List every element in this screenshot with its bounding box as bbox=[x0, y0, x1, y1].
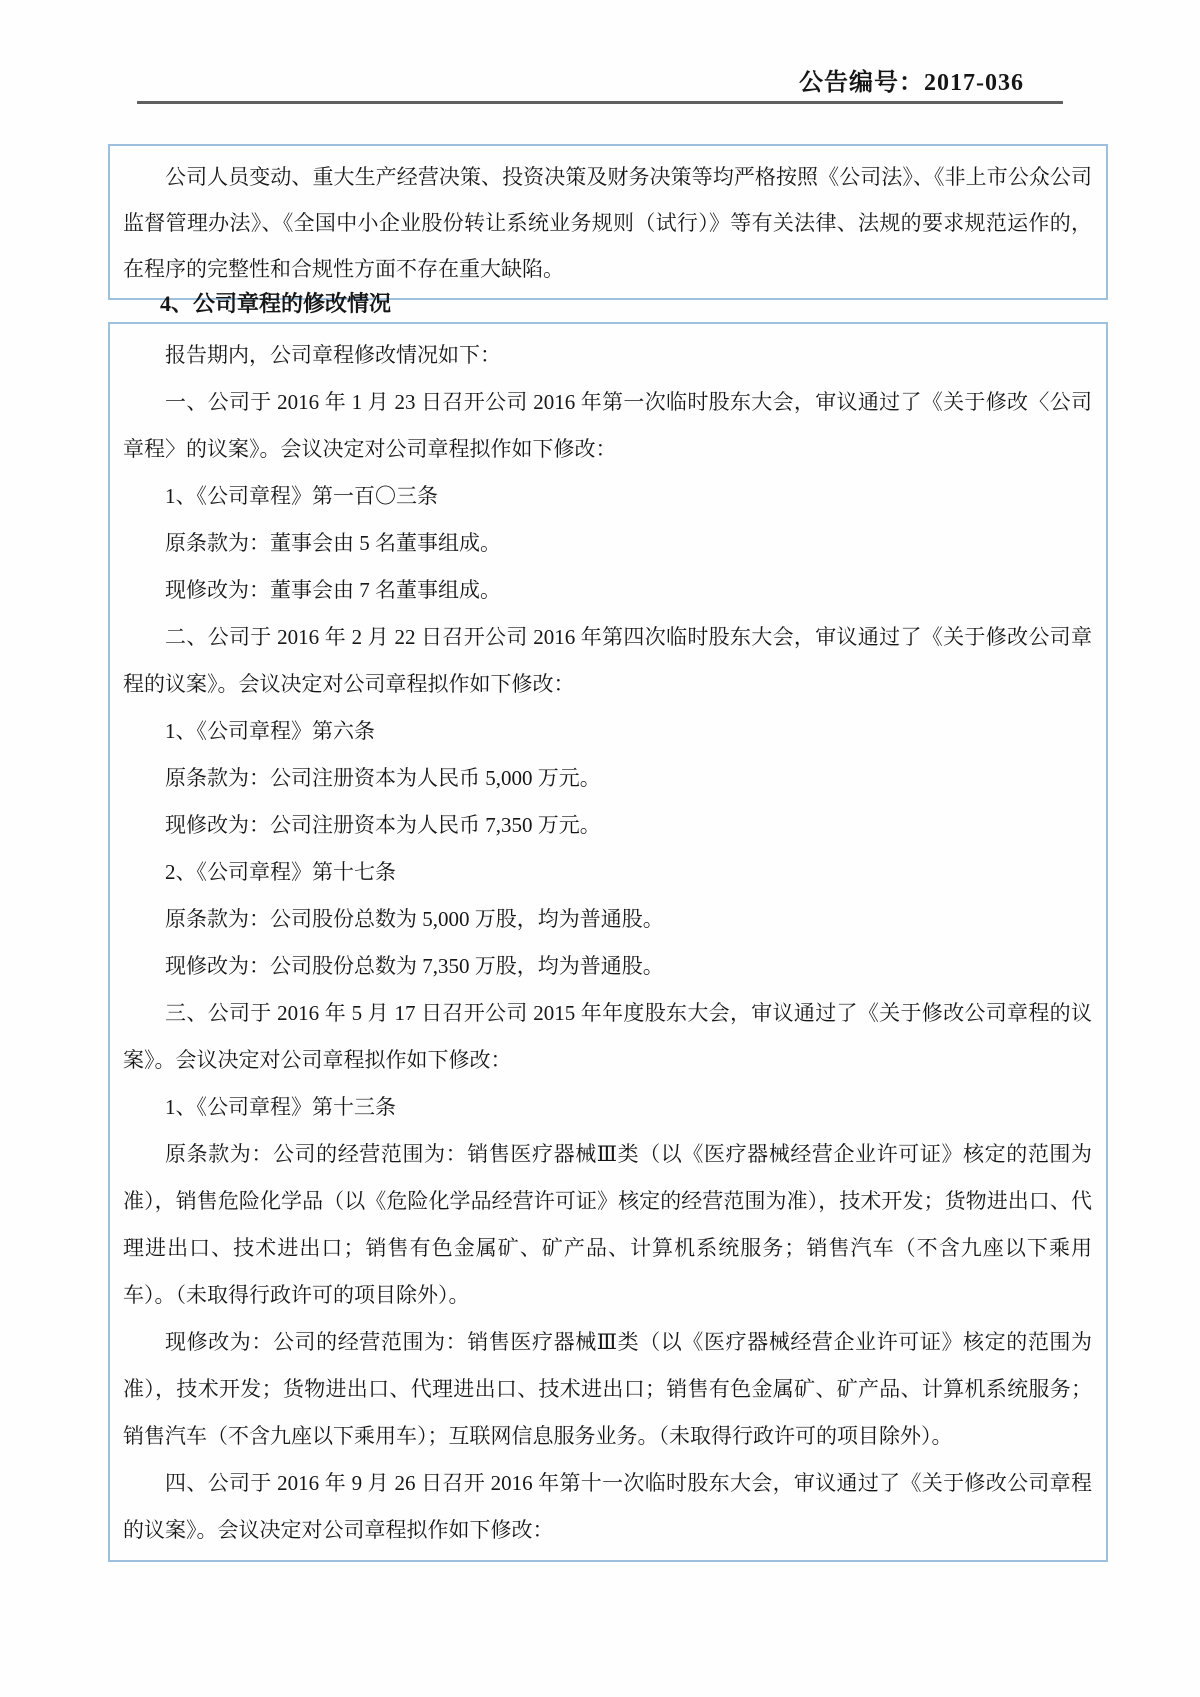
compliance-statement-box bbox=[108, 144, 1108, 300]
paragraph: 1、《公司章程》第一百〇三条 bbox=[165, 484, 438, 508]
announcement-number: 公告编号：2017-036 bbox=[799, 70, 1024, 96]
paragraph: 三、公司于 2016 年 5 月 17 日召开公司 2015 年年度股东大会，审议通过了《关于修改公司章程的议案》。会议决定对公司章程拟作如下修改： bbox=[123, 1001, 1092, 1072]
paragraph: 四、公司于 2016 年 9 月 26 日召开 2016 年第十一次临时股东大会，审议通过了《关于修改公司章程的议案》。会议决定对公司章程拟作如下修改： bbox=[123, 1471, 1092, 1542]
paragraph: 现修改为：公司注册资本为人民币 7,350 万元。 bbox=[165, 813, 601, 837]
paragraph: 1、《公司章程》第十三条 bbox=[165, 1095, 396, 1119]
paragraph: 原条款为：公司注册资本为人民币 5,000 万元。 bbox=[165, 766, 601, 790]
paragraph: 现修改为：公司的经营范围为：销售医疗器械Ⅲ类（以《医疗器械经营企业许可证》核定的范围为准），技术开发；货物进出口、代理进出口、技术进出口；销售有色金属矿、矿产品、计算机系统服务；销售汽车（不含九座以下乘用车）；互联网信息服务业务。（未取得行政许可的项目除外）。 bbox=[123, 1330, 1092, 1448]
paragraph: 2、《公司章程》第十七条 bbox=[165, 860, 396, 884]
paragraph: 原条款为：公司的经营范围为：销售医疗器械Ⅲ类（以《医疗器械经营企业许可证》核定的范围为准），销售危险化学品（以《危险化学品经营许可证》核定的经营范围为准），技术开发；货物进出口、代理进出口、技术进出口；销售有色金属矿、矿产品、计算机系统服务；销售汽车（不含九座以下乘用车）。（未取得行政许可的项目除外）。 bbox=[123, 1142, 1092, 1307]
paragraph: 一、公司于 2016 年 1 月 23 日召开公司 2016 年第一次临时股东大会，审议通过了《关于修改〈公司章程〉的议案》。会议决定对公司章程拟作如下修改： bbox=[123, 390, 1092, 461]
header-divider-line bbox=[137, 101, 1063, 104]
paragraph: 原条款为：董事会由 5 名董事组成。 bbox=[165, 531, 501, 555]
charter-amendments-box bbox=[108, 322, 1108, 1562]
paragraph: 二、公司于 2016 年 2 月 22 日召开公司 2016 年第四次临时股东大会，审议通过了《关于修改公司章程的议案》。会议决定对公司章程拟作如下修改： bbox=[123, 625, 1092, 696]
paragraph: 报告期内，公司章程修改情况如下： bbox=[165, 343, 501, 367]
paragraph: 现修改为：董事会由 7 名董事组成。 bbox=[165, 578, 501, 602]
section-heading-charter-amendments: 4、公司章程的修改情况 bbox=[160, 291, 392, 316]
paragraph: 现修改为：公司股份总数为 7,350 万股，均为普通股。 bbox=[165, 954, 664, 978]
paragraph: 1、《公司章程》第六条 bbox=[165, 719, 375, 743]
paragraph: 原条款为：公司股份总数为 5,000 万股，均为普通股。 bbox=[165, 907, 664, 931]
paragraph: 公司人员变动、重大生产经营决策、投资决策及财务决策等均严格按照《公司法》、《非上市公众公司监督管理办法》、《全国中小企业股份转让系统业务规则（试行）》等有关法律、法规的要求规范运作的，在程序的完整性和合规性方面不存在重大缺陷。 bbox=[123, 165, 1092, 281]
